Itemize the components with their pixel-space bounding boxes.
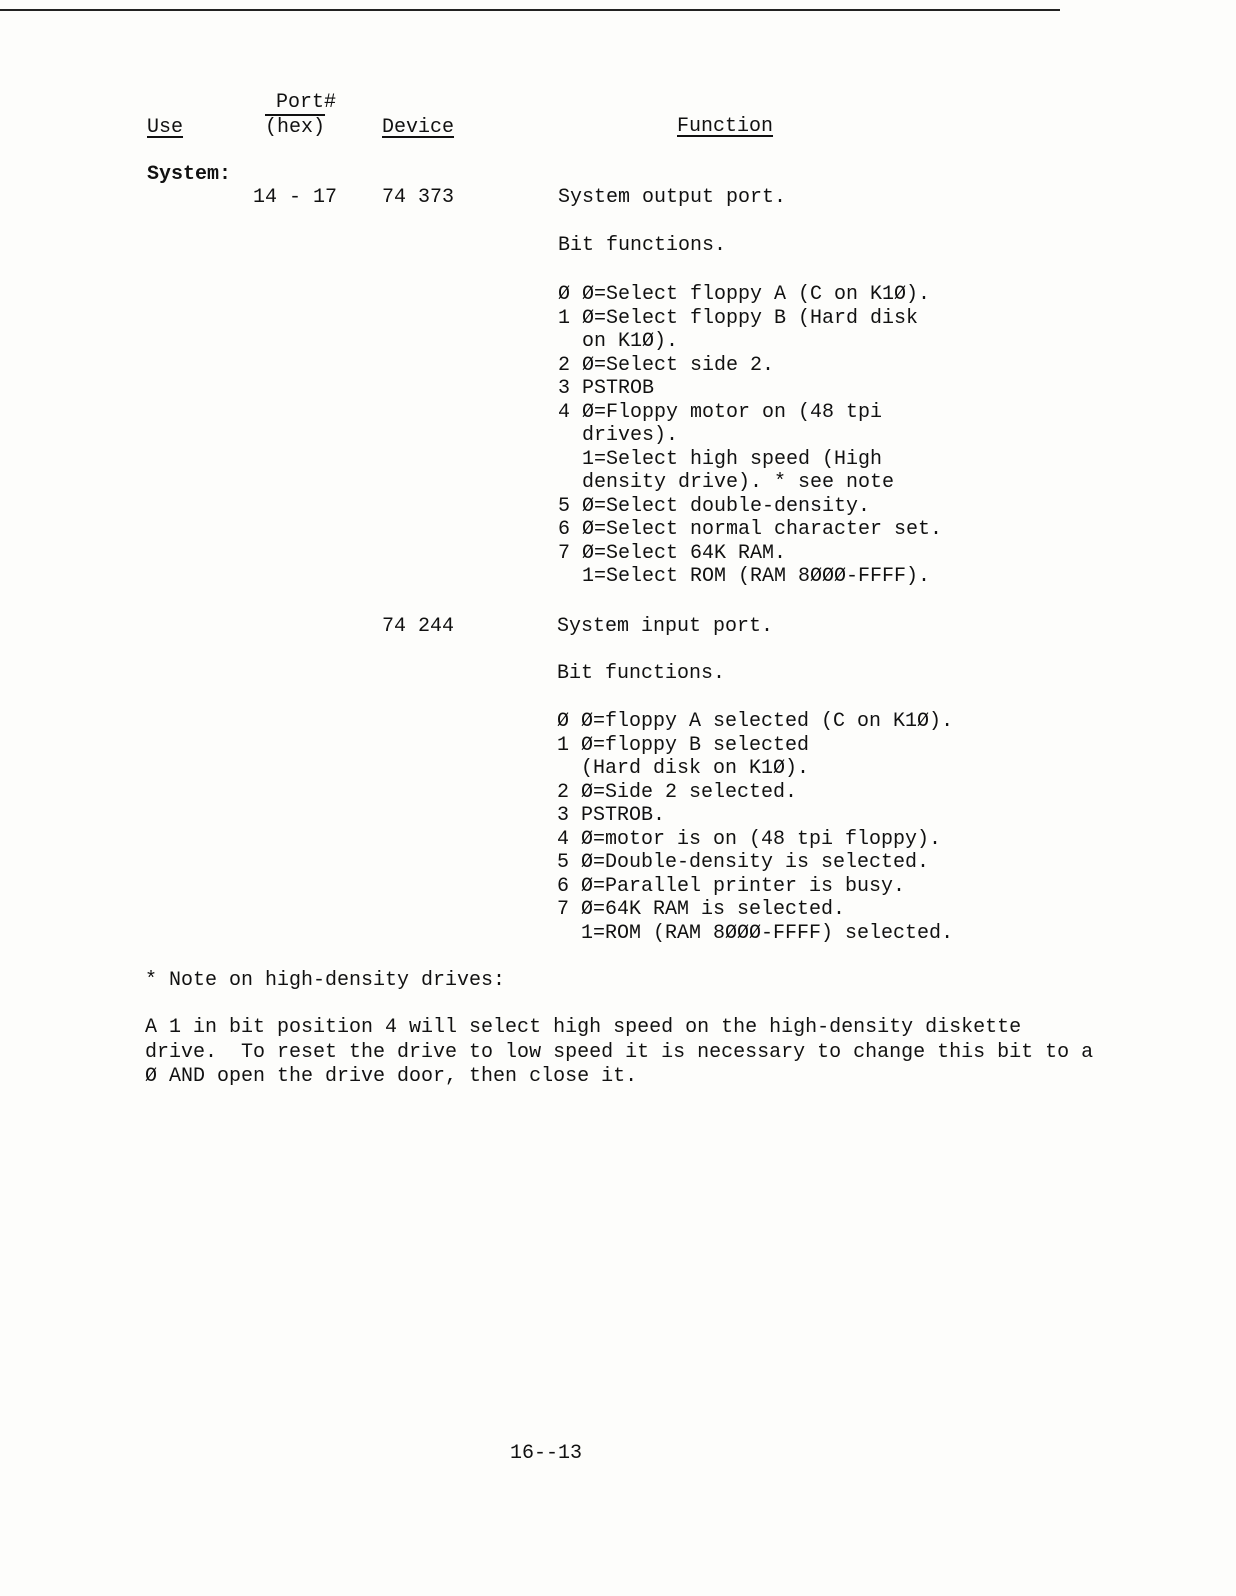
top-rule <box>0 9 1060 11</box>
header-device: Device <box>382 116 455 139</box>
bit-function-line: 2 Ø=Side 2 selected. <box>557 780 798 804</box>
bit-function-line: (Hard disk on K1Ø). <box>557 757 810 780</box>
system-label: System: <box>147 163 232 186</box>
bit-function-line: 1 Ø=floppy B selected <box>557 733 810 757</box>
bit-function-line: 1 Ø=Select floppy B (Hard disk <box>558 306 919 330</box>
bit-function-line: 2 Ø=Select side 2. <box>558 353 775 377</box>
bit-function-line: 1=Select ROM (RAM 8ØØØ-FFFF). <box>558 565 931 588</box>
port-range: 14 - 17 <box>253 186 338 209</box>
page-number: 16--13 <box>510 1442 583 1465</box>
bit-function-line: drives). <box>558 424 679 447</box>
input-bit-list <box>557 710 953 945</box>
header-use: Use <box>147 116 184 139</box>
bit-function-line: 5 Ø=Select double-density. <box>558 494 871 518</box>
bit-function-line: Ø Ø=floppy A selected (C on K1Ø). <box>557 710 954 733</box>
bit-function-line: 4 Ø=motor is on (48 tpi floppy). <box>557 827 942 851</box>
header-port-top: Port# <box>276 91 337 114</box>
note-body: A 1 in bit position 4 will select high speed on the high-density diskette drive. To reset the drive to low speed it is necessary to change this bit to a Ø AND open the drive door, then close it. <box>145 1016 1094 1088</box>
bit-function-line: 5 Ø=Double-density is selected. <box>557 851 930 874</box>
bit-function-line: 6 Ø=Parallel printer is busy. <box>557 874 906 898</box>
header-function: Function <box>677 115 774 138</box>
input-bit-heading: Bit functions. <box>557 662 726 685</box>
note-heading: * Note on high-density drives: <box>145 969 506 992</box>
bit-function-line: 1=Select high speed (High <box>558 447 883 471</box>
bit-function-line: 4 Ø=Floppy motor on (48 tpi <box>558 400 883 424</box>
bit-function-line: on K1Ø). <box>558 330 679 353</box>
bit-function-line: 3 PSTROB. <box>557 804 666 827</box>
bit-function-line: 7 Ø=64K RAM is selected. <box>557 898 846 921</box>
header-port-bottom: (hex) <box>265 116 326 139</box>
input-device: 74 244 <box>382 615 455 638</box>
input-title: System input port. <box>557 615 774 638</box>
output-title: System output port. <box>558 186 787 209</box>
bit-function-line: density drive). * see note <box>558 471 895 494</box>
bit-function-line: 3 PSTROB <box>558 377 655 400</box>
output-bit-heading: Bit functions. <box>558 234 727 257</box>
output-bit-list <box>558 283 942 589</box>
bit-function-line: 6 Ø=Select normal character set. <box>558 518 943 541</box>
bit-function-line: Ø Ø=Select floppy A (C on K1Ø). <box>558 283 931 306</box>
output-device: 74 373 <box>382 186 455 209</box>
bit-function-line: 1=ROM (RAM 8ØØØ-FFFF) selected. <box>557 921 954 945</box>
bit-function-line: 7 Ø=Select 64K RAM. <box>558 541 787 565</box>
